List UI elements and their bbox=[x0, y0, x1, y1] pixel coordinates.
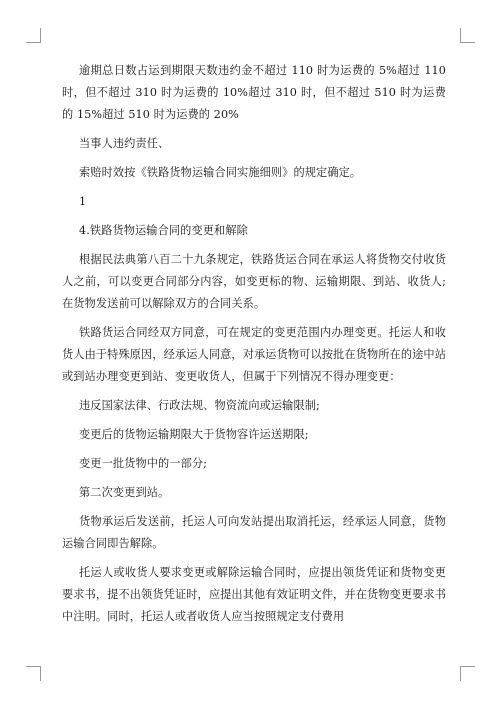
paragraph-change-request: 托运人或收货人要求变更或解除运输合同时，应提出领货凭证和货物变更要求书，提不出领货凭证时，应提出其他有效证明文件，并在货物变更要求书中注明。同时，托运人或者收货人应当按照规定支付费用 bbox=[62, 566, 446, 623]
paragraph-civil-code: 根据民法典第八百二十九条规定，铁路货运合同在承运人将货物交付收货人之前，可以变更合同部分内容，如变更标的物、运输期限、到站、收货人;在货物发送前可以解除双方的合同关系。 bbox=[62, 253, 446, 310]
list-item: 违反国家法律、行政法规、物资流向或运输限制; bbox=[79, 399, 320, 412]
paragraph-change-consent: 铁路货运合同经双方同意，可在规定的变更范围内办理变更。托运人和收货人由于特殊原因，经承运人同意，对承运货物可以按批在货物所在的途中站或到站办理变更到站、变更收货人，但属于下列情况不得办理变更： bbox=[62, 326, 446, 383]
list-item: 第二次变更到站。 bbox=[79, 486, 170, 499]
paragraph-penalty-rates: 逾期总日数占运到期限天数违约金不超过 110 时为运费的 5%超过 110 时，但不超过 310 时为运费的 10%超过 310 时，但不超过 510 时为运费的 15%超过 510 时为运费的 20% bbox=[62, 64, 446, 121]
section-heading: 4.铁路货物运输合同的变更和解除 bbox=[79, 224, 248, 237]
paragraph-cancel-consignment: 货物承运后发送前，托运人可向发站提出取消托运，经承运人同意，货物运输合同即告解除。 bbox=[62, 515, 446, 550]
crop-mark-top-right bbox=[460, 28, 475, 43]
paragraph-claim-limitation: 索赔时效按《铁路货物运输合同实施细则》的规定确定。 bbox=[79, 166, 362, 179]
document-body bbox=[62, 60, 446, 635]
page-number: 1 bbox=[79, 195, 87, 208]
list-item: 变更一批货物中的一部分; bbox=[79, 457, 208, 470]
paragraph-liability: 当事人违约责任、 bbox=[79, 137, 170, 150]
crop-mark-bottom-left bbox=[26, 666, 41, 681]
crop-mark-top-left bbox=[26, 28, 41, 43]
list-item: 变更后的货物运输期限大于货物容许运送期限; bbox=[79, 428, 309, 441]
crop-mark-bottom-right bbox=[460, 666, 475, 681]
